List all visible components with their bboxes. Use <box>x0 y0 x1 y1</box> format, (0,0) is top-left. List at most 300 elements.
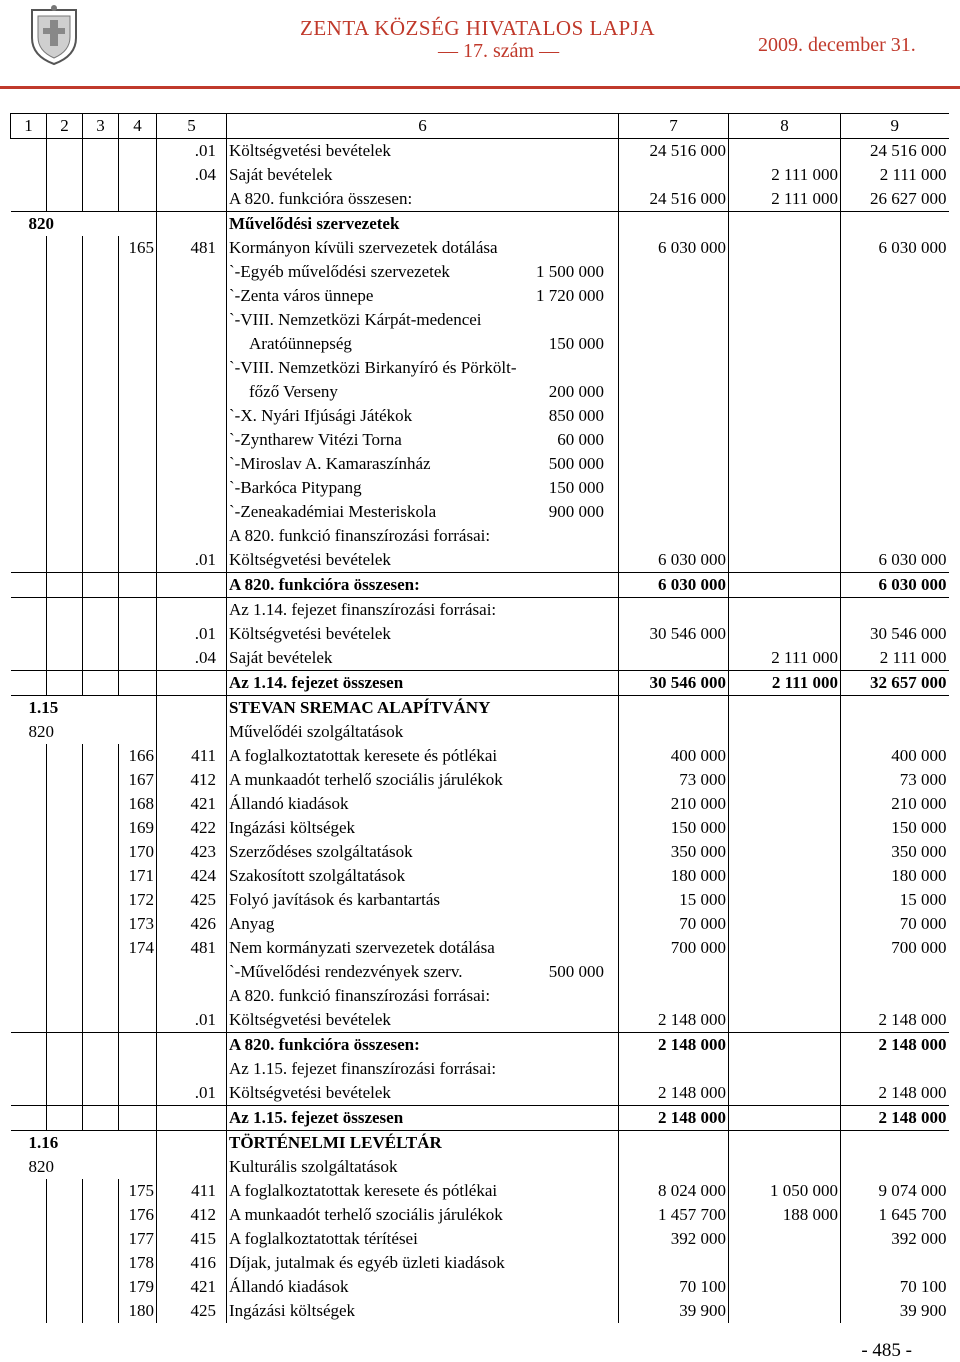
table-cell <box>83 598 119 623</box>
table-cell: 177 <box>119 1227 157 1251</box>
table-cell <box>83 984 119 1008</box>
table-cell: STEVAN SREMAC ALAPÍTVÁNY <box>227 696 619 721</box>
table-cell <box>47 1299 83 1323</box>
table-cell <box>157 500 227 524</box>
table-cell <box>157 1106 227 1131</box>
table-cell <box>83 960 119 984</box>
table-cell: A munkaadót terhelő szociális járulékok <box>227 1203 619 1227</box>
table-cell <box>227 404 619 428</box>
table-cell <box>11 1299 47 1323</box>
table-cell <box>729 260 841 284</box>
column-number: 1 <box>11 114 47 139</box>
table-cell <box>83 1008 119 1033</box>
table-cell: .04 <box>157 646 227 671</box>
table-cell: 392 000 <box>619 1227 729 1251</box>
table-cell <box>47 1057 83 1081</box>
table-cell <box>619 598 729 623</box>
table-cell: 2 111 000 <box>729 646 841 671</box>
table-cell: 39 900 <box>841 1299 949 1323</box>
table-cell: 1 457 700 <box>619 1203 729 1227</box>
table-cell <box>83 1081 119 1106</box>
sub-item-amount: 500 000 <box>548 454 604 473</box>
table-cell <box>619 1131 729 1156</box>
table-cell <box>157 1155 227 1179</box>
table-row <box>11 163 949 187</box>
table-cell <box>83 936 119 960</box>
table-cell <box>729 984 841 1008</box>
table-cell <box>619 1155 729 1179</box>
sub-item <box>229 356 604 380</box>
table-cell <box>83 548 119 573</box>
table-cell: 167 <box>119 768 157 792</box>
table-cell <box>11 646 47 671</box>
sub-item <box>229 428 604 452</box>
table-cell <box>119 163 157 187</box>
table-cell: 150 000 <box>619 816 729 840</box>
table-cell <box>619 284 729 308</box>
table-cell <box>119 960 157 984</box>
page-header <box>0 0 960 100</box>
table-cell: 8 024 000 <box>619 1179 729 1203</box>
table-cell <box>47 768 83 792</box>
table-cell <box>119 139 157 164</box>
table-cell <box>619 524 729 548</box>
table-cell <box>227 452 619 476</box>
table-cell <box>47 548 83 573</box>
table-cell <box>619 308 729 332</box>
table-cell: Ingázási költségek <box>227 1299 619 1323</box>
table-cell <box>83 404 119 428</box>
table-cell: 424 <box>157 864 227 888</box>
table-cell: 1.16 <box>28 1133 59 1152</box>
table-cell <box>227 380 619 404</box>
table-row <box>11 428 949 452</box>
table-cell: 2 148 000 <box>619 1033 729 1058</box>
table-row <box>11 404 949 428</box>
table-cell <box>227 332 619 356</box>
table-cell <box>119 1008 157 1033</box>
sub-item-label: Aratóünnepség <box>249 334 352 353</box>
table-row <box>11 212 949 237</box>
table-cell <box>11 476 47 500</box>
sub-item-amount: 150 000 <box>548 334 604 353</box>
table-cell <box>157 212 227 237</box>
table-cell: Művelődéi szolgáltatások <box>227 720 619 744</box>
table-cell: 173 <box>119 912 157 936</box>
table-cell <box>729 236 841 260</box>
table-cell <box>119 984 157 1008</box>
table-cell <box>47 936 83 960</box>
table-row <box>11 308 949 332</box>
table-cell <box>119 284 157 308</box>
table-cell: 6 030 000 <box>841 548 949 573</box>
table-cell: 2 148 000 <box>841 1008 949 1033</box>
table-cell <box>83 1033 119 1058</box>
table-cell <box>157 696 227 721</box>
table-cell <box>119 548 157 573</box>
table-cell <box>157 1033 227 1058</box>
table-cell <box>157 356 227 380</box>
table-cell <box>729 1008 841 1033</box>
table-cell: Az 1.15. fejezet összesen <box>227 1106 619 1131</box>
table-row <box>11 840 949 864</box>
table-cell <box>11 840 47 864</box>
table-cell: .01 <box>157 548 227 573</box>
table-row <box>11 1081 949 1106</box>
table-cell <box>619 380 729 404</box>
table-cell <box>11 1081 47 1106</box>
table-cell: 426 <box>157 912 227 936</box>
table-cell <box>83 1227 119 1251</box>
table-cell: A 820. funkcióra összesen: <box>227 573 619 598</box>
table-cell <box>11 598 47 623</box>
table-cell: 180 <box>119 1299 157 1323</box>
table-cell <box>83 428 119 452</box>
table-row <box>11 356 949 380</box>
table-row <box>11 452 949 476</box>
table-cell <box>619 476 729 500</box>
table-cell <box>47 984 83 1008</box>
table-cell <box>11 744 47 768</box>
table-cell <box>119 1081 157 1106</box>
table-cell <box>11 524 47 548</box>
table-cell <box>227 260 619 284</box>
table-cell <box>729 1106 841 1131</box>
table-row <box>11 500 949 524</box>
table-cell <box>841 1155 949 1179</box>
table-cell: Saját bevételek <box>227 646 619 671</box>
table-cell <box>157 476 227 500</box>
table-cell: 425 <box>157 1299 227 1323</box>
table-cell <box>11 984 47 1008</box>
table-cell: 178 <box>119 1251 157 1275</box>
table-row <box>11 1203 949 1227</box>
table-cell <box>11 960 47 984</box>
table-cell <box>83 792 119 816</box>
table-cell <box>11 332 47 356</box>
table-cell <box>47 1179 83 1203</box>
table-cell: 415 <box>157 1227 227 1251</box>
table-cell <box>729 598 841 623</box>
table-cell <box>47 380 83 404</box>
table-cell <box>119 356 157 380</box>
issue-date: 2009. december 31. <box>758 34 916 56</box>
table-cell <box>11 1033 47 1058</box>
sub-item-label: `-Egyéb művelődési szervezetek <box>229 262 450 281</box>
table-cell <box>47 284 83 308</box>
sub-item-label: `-VIII. Nemzetközi Kárpát-medencei <box>229 310 482 329</box>
table-cell <box>729 548 841 573</box>
table-cell <box>157 284 227 308</box>
header-divider <box>0 86 960 89</box>
issue-number: — 17. szám — <box>438 40 560 62</box>
table-cell: .01 <box>157 139 227 164</box>
table-cell: 820 <box>28 214 54 233</box>
table-cell <box>841 452 949 476</box>
table-cell <box>157 1057 227 1081</box>
sub-item-amount: 850 000 <box>548 406 604 425</box>
table-cell: 39 900 <box>619 1299 729 1323</box>
table-cell: 73 000 <box>619 768 729 792</box>
table-cell <box>841 212 949 237</box>
table-row <box>11 984 949 1008</box>
table-cell <box>47 187 83 212</box>
table-cell <box>83 744 119 768</box>
table-cell <box>83 888 119 912</box>
table-cell <box>119 1033 157 1058</box>
table-cell: A foglalkoztatottak keresete és pótlékai <box>227 1179 619 1203</box>
table-cell <box>83 1251 119 1275</box>
table-cell: A 820. funkció finanszírozási forrásai: <box>227 524 619 548</box>
table-cell <box>841 960 949 984</box>
table-cell <box>119 308 157 332</box>
table-cell <box>729 500 841 524</box>
table-cell <box>11 864 47 888</box>
column-numbers-row <box>11 114 949 139</box>
table-row <box>11 1275 949 1299</box>
table-cell <box>47 524 83 548</box>
table-cell <box>729 524 841 548</box>
table-cell <box>83 671 119 696</box>
table-cell <box>619 212 729 237</box>
table-cell <box>11 1203 47 1227</box>
table-cell <box>47 744 83 768</box>
table-cell: 171 <box>119 864 157 888</box>
table-cell: Az 1.14. fejezet összesen <box>227 671 619 696</box>
budget-table <box>10 113 949 1323</box>
table-cell <box>729 428 841 452</box>
table-cell <box>729 1131 841 1156</box>
table-cell: 9 074 000 <box>841 1179 949 1203</box>
table-cell <box>47 404 83 428</box>
table-cell: 412 <box>157 1203 227 1227</box>
table-cell <box>729 768 841 792</box>
sub-item-amount: 900 000 <box>548 502 604 521</box>
table-row <box>11 622 949 646</box>
table-cell <box>119 187 157 212</box>
table-cell <box>47 356 83 380</box>
table-row <box>11 816 949 840</box>
table-cell <box>11 888 47 912</box>
table-cell: 700 000 <box>619 936 729 960</box>
table-cell <box>83 1179 119 1203</box>
table-cell <box>47 308 83 332</box>
sub-item-label: `-Zyntharew Vitézi Torna <box>229 430 402 449</box>
table-cell <box>119 380 157 404</box>
table-cell <box>83 840 119 864</box>
table-cell <box>729 1299 841 1323</box>
table-row <box>11 864 949 888</box>
table-cell: Kulturális szolgáltatások <box>227 1155 619 1179</box>
table-cell <box>47 1106 83 1131</box>
table-cell <box>47 1008 83 1033</box>
table-cell <box>841 308 949 332</box>
table-cell: 175 <box>119 1179 157 1203</box>
table-row <box>11 284 949 308</box>
table-cell <box>47 163 83 187</box>
table-cell: 172 <box>119 888 157 912</box>
table-cell <box>83 380 119 404</box>
table-cell: 174 <box>119 936 157 960</box>
table-cell <box>11 1008 47 1033</box>
table-cell <box>729 1081 841 1106</box>
table-cell <box>157 452 227 476</box>
table-cell: 70 000 <box>841 912 949 936</box>
table-cell <box>619 452 729 476</box>
table-cell <box>11 139 47 164</box>
table-cell: 411 <box>157 744 227 768</box>
table-cell <box>11 260 47 284</box>
table-cell <box>11 1106 47 1131</box>
table-cell <box>83 163 119 187</box>
table-cell: .01 <box>157 1008 227 1033</box>
table-cell <box>47 139 83 164</box>
table-cell: 24 516 000 <box>619 139 729 164</box>
table-row <box>11 1008 949 1033</box>
publication-title: ZENTA KÖZSÉG HIVATALOS LAPJA <box>300 16 656 40</box>
table-cell <box>11 1057 47 1081</box>
table-cell <box>619 428 729 452</box>
table-cell <box>11 163 47 187</box>
table-cell: .01 <box>157 1081 227 1106</box>
table-cell: 2 148 000 <box>841 1033 949 1058</box>
table-row <box>11 598 949 623</box>
table-cell <box>619 646 729 671</box>
table-cell: 421 <box>157 1275 227 1299</box>
table-cell: 350 000 <box>841 840 949 864</box>
table-cell <box>157 524 227 548</box>
page-number: - 485 - <box>861 1340 912 1361</box>
table-cell <box>83 646 119 671</box>
table-row <box>11 236 949 260</box>
table-row <box>11 1179 949 1203</box>
sub-item-label: főző Verseny <box>249 382 338 401</box>
sub-item <box>229 332 604 356</box>
table-row <box>11 1106 949 1131</box>
table-cell: A 820. funkcióra összesen: <box>227 1033 619 1058</box>
table-cell: 6 030 000 <box>619 573 729 598</box>
sub-item-label: `-Miroslav A. Kamaraszínház <box>229 454 431 473</box>
table-cell <box>83 1275 119 1299</box>
sub-item <box>229 260 604 284</box>
table-cell: 180 000 <box>841 864 949 888</box>
table-cell: Az 1.14. fejezet finanszírozási forrásai: <box>227 598 619 623</box>
table-row <box>11 1227 949 1251</box>
sub-item <box>229 284 604 308</box>
table-cell <box>47 452 83 476</box>
table-cell: 400 000 <box>619 744 729 768</box>
table-cell <box>47 236 83 260</box>
table-cell: 6 030 000 <box>841 573 949 598</box>
table-cell: 1.15 <box>28 698 59 717</box>
table-cell <box>729 622 841 646</box>
table-cell: TÖRTÉNELMI LEVÉLTÁR <box>227 1131 619 1156</box>
table-cell <box>729 1251 841 1275</box>
table-row <box>11 1299 949 1323</box>
table-cell: 6 030 000 <box>841 236 949 260</box>
sub-item-amount: 60 000 <box>557 430 604 449</box>
table-cell <box>227 960 619 984</box>
column-number: 5 <box>157 114 227 139</box>
table-cell <box>841 598 949 623</box>
table-cell <box>729 1033 841 1058</box>
table-cell: Az 1.15. fejezet finanszírozási forrásai: <box>227 1057 619 1081</box>
table-cell <box>11 768 47 792</box>
table-cell <box>11 671 47 696</box>
table-cell <box>841 720 949 744</box>
table-cell: 425 <box>157 888 227 912</box>
table-row <box>11 696 949 721</box>
table-cell: 6 030 000 <box>619 548 729 573</box>
table-cell <box>83 236 119 260</box>
sub-item <box>229 500 604 524</box>
coat-of-arms-icon <box>28 4 80 66</box>
table-cell: Állandó kiadások <box>227 1275 619 1299</box>
table-cell <box>157 380 227 404</box>
table-cell: 179 <box>119 1275 157 1299</box>
table-cell <box>619 260 729 284</box>
table-cell <box>47 960 83 984</box>
table-cell <box>83 1299 119 1323</box>
table-cell: 1 050 000 <box>729 1179 841 1203</box>
table-cell: 15 000 <box>619 888 729 912</box>
table-row <box>11 548 949 573</box>
table-cell: 2 111 000 <box>841 163 949 187</box>
table-cell <box>227 428 619 452</box>
table-cell <box>83 622 119 646</box>
table-row <box>11 912 949 936</box>
table-cell <box>83 356 119 380</box>
table-cell <box>619 356 729 380</box>
table-cell <box>157 428 227 452</box>
table-cell <box>11 1227 47 1251</box>
table-cell <box>11 284 47 308</box>
sub-item-label: `-Zenta város ünnepe <box>229 286 374 305</box>
table-cell <box>47 598 83 623</box>
table-row <box>11 671 949 696</box>
table-row <box>11 476 949 500</box>
table-cell <box>119 573 157 598</box>
table-cell: 423 <box>157 840 227 864</box>
table-cell: 2 148 000 <box>619 1106 729 1131</box>
table-cell: Művelődési szervezetek <box>227 212 619 237</box>
table-cell <box>83 524 119 548</box>
table-cell: 2 148 000 <box>619 1008 729 1033</box>
table-cell <box>157 404 227 428</box>
table-cell <box>83 476 119 500</box>
table-cell: 2 148 000 <box>841 1081 949 1106</box>
table-cell <box>729 792 841 816</box>
table-cell <box>119 1057 157 1081</box>
table-cell: 700 000 <box>841 936 949 960</box>
table-cell <box>83 1057 119 1081</box>
table-cell: 1 645 700 <box>841 1203 949 1227</box>
table-cell: Díjak, jutalmak és egyéb üzleti kiadások <box>227 1251 619 1275</box>
table-cell <box>157 984 227 1008</box>
table-cell: 481 <box>157 936 227 960</box>
table-cell <box>619 984 729 1008</box>
table-cell: Költségvetési bevételek <box>227 1008 619 1033</box>
table-cell: 2 148 000 <box>841 1106 949 1131</box>
table-cell: 820 <box>28 722 54 741</box>
table-cell: 210 000 <box>619 792 729 816</box>
table-cell <box>619 720 729 744</box>
table-cell <box>157 598 227 623</box>
table-cell <box>841 500 949 524</box>
table-cell <box>619 500 729 524</box>
table-cell: 26 627 000 <box>841 187 949 212</box>
table-row <box>11 187 949 212</box>
